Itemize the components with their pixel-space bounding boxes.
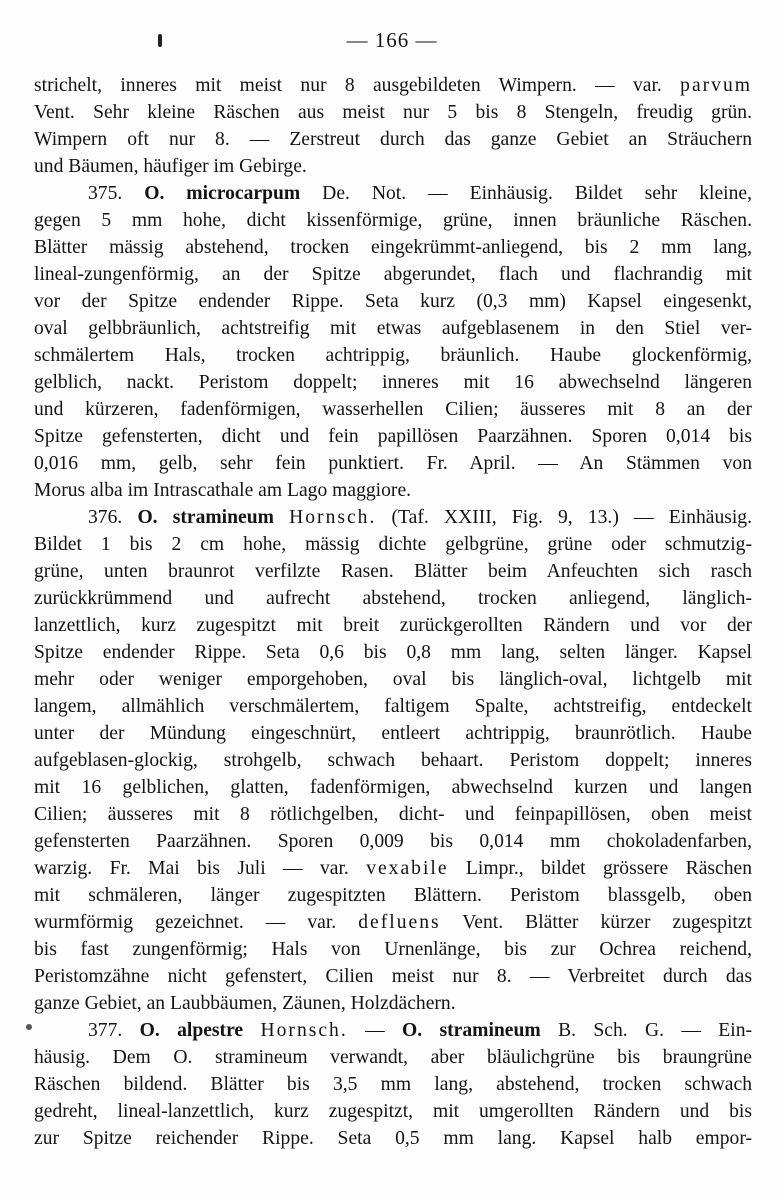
text-line: zurückkrümmend und aufrecht abstehend, trocken anliegend, länglich- [34, 588, 752, 609]
text-line: Peristomzähne nicht gefenstert, Cilien meist nur 8. — Verbreitet durch das [34, 966, 752, 987]
text-line: Spitze endender Rippe. Seta 0,6 bis 0,8 mm lang, selten länger. Kapsel [34, 642, 752, 663]
text-line: strichelt, inneres mit meist nur 8 ausgebildeten Wimpern. — var. parvum [34, 75, 752, 96]
text-line: aufgeblasen-glockig, strohgelb, schwach behaart. Peristom doppelt; inneres [34, 750, 752, 771]
text-line: bis fast zungenförmig; Hals von Urnenlänge, bis zur Ochrea reichend, [34, 939, 752, 960]
text-line: 0,016 mm, gelb, sehr fein punktiert. Fr. April. — An Stämmen von [34, 453, 752, 474]
text-line: und Bäumen, häufiger im Gebirge. [34, 156, 307, 177]
species-heading-375: 375. O. microcarpum De. Not. — Einhäusig. Bildet sehr kleine, [88, 183, 753, 204]
text-line: Blätter mässig abstehend, trocken eingekrümmt-anliegend, bis 2 mm lang, [34, 237, 752, 258]
text-line: gedreht, lineal-lanzettlich, kurz zugespitzt, mit umgerollten Rändern und bis [34, 1101, 752, 1122]
species-heading-376: 376. O. stramineum Hornsch. (Taf. XXIII, Fig. 9, 13.) — Einhäusig. [88, 507, 752, 528]
text-line: mit 16 gelblichen, glatten, fadenförmigen, abwechselnd kurzen und langen [34, 777, 752, 798]
text-line: wurmförmig gezeichnet. — var. defluens Vent. Blätter kürzer zugespitzt [34, 912, 752, 933]
species-heading-377: 377. O. alpestre Hornsch. — O. stramineum B. Sch. G. — Ein- [88, 1020, 753, 1041]
text-line: vor der Spitze endender Rippe. Seta kurz (0,3 mm) Kapsel eingesenkt, [34, 291, 752, 312]
text-line: häusig. Dem O. stramineum verwandt, aber bläulichgrüne bis braungrüne [34, 1047, 752, 1068]
text-line: gegen 5 mm hohe, dicht kissenförmige, grüne, innen bräunliche Räschen. [34, 210, 752, 231]
text-line: Wimpern oft nur 8. — Zerstreut durch das ganze Gebiet an Sträuchern [34, 129, 752, 150]
text-line: mehr oder weniger emporgehoben, oval bis länglich-oval, lichtgelb mit [34, 669, 752, 690]
body-text [34, 72, 752, 1152]
text-line: langem, allmählich verschmälertem, faltigem Spalte, achtstreifig, entdeckelt [34, 696, 752, 717]
text-line: mit schmäleren, länger zugespitzten Blättern. Peristom blassgelb, oben [34, 885, 752, 906]
text-line: unter der Mündung eingeschnürt, entleert achtrippig, braunrötlich. Haube [34, 723, 752, 744]
page-number: — 166 — [346, 28, 438, 52]
text-line: grüne, unten braunrot verfilzte Rasen. Blätter beim Anfeuchten sich rasch [34, 561, 752, 582]
text-line: ganze Gebiet, an Laubbäumen, Zäunen, Holzdächern. [34, 993, 456, 1014]
ink-speck [26, 1024, 32, 1030]
text-line: warzig. Fr. Mai bis Juli — var. vexabile Limpr., bildet grössere Räschen [34, 858, 753, 879]
text-line: lanzettlich, kurz zugespitzt mit breit zurückgerollten Rändern und vor der [34, 615, 752, 636]
text-line: Cilien; äusseres mit 8 rötlichgelben, dicht- und feinpapillösen, oben meist [34, 804, 752, 825]
text-line: gefensterten Paarzähnen. Sporen 0,009 bis 0,014 mm chokoladenfarben, [34, 831, 752, 852]
text-line: Morus alba im Intrascathale am Lago maggiore. [34, 480, 412, 501]
text-line: oval gelbbräunlich, achtstreifig mit etwas aufgeblasenem in den Stiel ver- [34, 318, 752, 339]
text-line: Bildet 1 bis 2 cm hohe, mässig dichte gelbgrüne, grüne oder schmutzig- [34, 534, 752, 555]
text-line: Räschen bildend. Blätter bis 3,5 mm lang, abstehend, trocken schwach [34, 1074, 752, 1095]
text-line: Spitze gefensterten, dicht und fein papillösen Paarzähnen. Sporen 0,014 bis [34, 426, 752, 447]
text-line: Vent. Sehr kleine Räschen aus meist nur 5 bis 8 Stengeln, freudig grün. [34, 102, 752, 123]
text-line: schmälertem Hals, trocken achtrippig, bräunlich. Haube glockenförmig, [34, 345, 752, 366]
text-line: zur Spitze reichender Rippe. Seta 0,5 mm lang. Kapsel halb empor- [34, 1128, 752, 1149]
text-line: lineal-zungenförmig, an der Spitze abgerundet, flach und flachrandig mit [34, 264, 752, 285]
text-line: und kürzeren, fadenförmigen, wasserhellen Cilien; äusseres mit 8 an der [34, 399, 752, 420]
text-line: gelblich, nackt. Peristom doppelt; inneres mit 16 abwechselnd längeren [34, 372, 752, 393]
